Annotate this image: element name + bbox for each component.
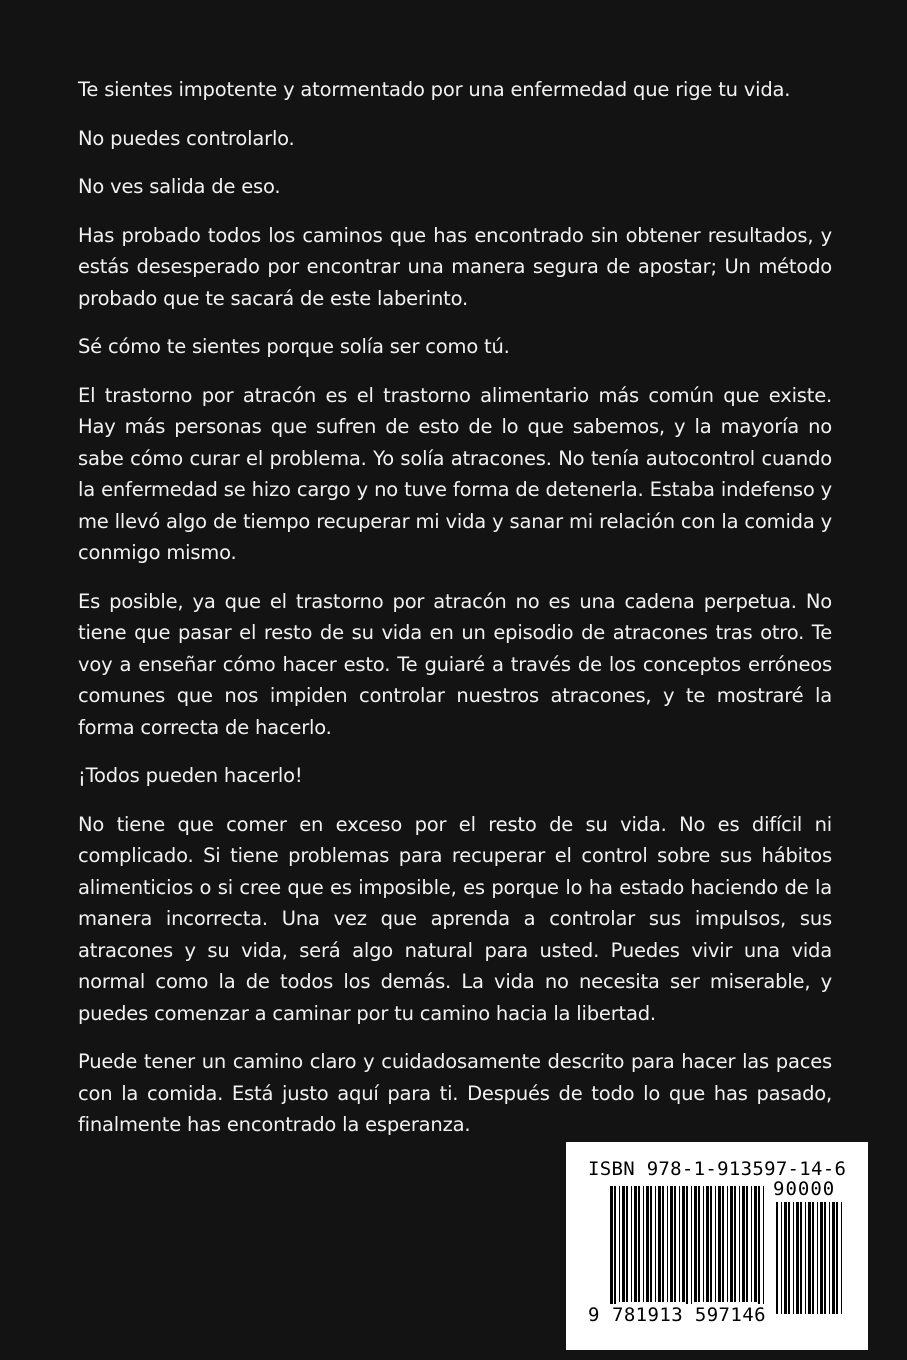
- barcode-bar: [758, 1186, 760, 1316]
- barcode-bar: [658, 1186, 661, 1302]
- barcode-bar: [746, 1186, 748, 1302]
- barcode-bar: [751, 1186, 752, 1302]
- barcode-label: [566, 1142, 868, 1350]
- barcode-bar: [694, 1186, 697, 1302]
- ean-barcode-bars: [610, 1186, 770, 1316]
- barcode-bar: [710, 1186, 712, 1302]
- barcode-bar: [722, 1186, 724, 1302]
- barcode-bar: [817, 1202, 818, 1314]
- barcode-bar: [796, 1202, 799, 1314]
- barcode-bar: [793, 1202, 794, 1314]
- isbn-number: ISBN 978-1-913597-14-6: [588, 1158, 847, 1180]
- barcode-bar: [703, 1186, 704, 1302]
- ean-first-digit: 9: [588, 1304, 600, 1326]
- blurb-paragraph: No puedes controlarlo.: [78, 126, 295, 150]
- barcode-bar: [679, 1186, 680, 1302]
- blurb-paragraph: Puede tener un camino claro y cuidadosamente descrito para hacer las paces con la comida. Está justo aquí para ti. Después de todo lo que has pasado, finalmente has encontrado la esperanza.: [78, 1050, 832, 1136]
- barcode-bar: [718, 1186, 721, 1302]
- barcode-bar: [734, 1186, 736, 1302]
- barcode-bar: [742, 1186, 745, 1302]
- barcode-bar: [715, 1186, 716, 1302]
- barcode-bar: [674, 1186, 676, 1302]
- barcode-bar: [655, 1186, 656, 1302]
- barcode-bar: [686, 1186, 688, 1316]
- barcode-bar: [788, 1202, 790, 1314]
- blurb-paragraph: Sé cómo te sientes porque solía ser como tú.: [78, 335, 510, 358]
- barcode-bar: [841, 1202, 842, 1314]
- addon-barcode-bars: [776, 1202, 846, 1314]
- barcode-bar: [754, 1186, 757, 1302]
- barcode-bar: [832, 1202, 835, 1314]
- barcode-bar: [706, 1186, 709, 1302]
- barcode-bar: [610, 1186, 613, 1316]
- barcode-bar: [643, 1186, 644, 1302]
- barcode-bar: [646, 1186, 649, 1302]
- barcode-bar: [808, 1202, 811, 1314]
- barcode-bar: [619, 1186, 620, 1302]
- barcode-bar: [784, 1202, 787, 1314]
- barcode-bar: [805, 1202, 806, 1314]
- blurb-paragraph: El trastorno por atracón es el trastorno alimentario más común que existe. Hay más personas que sufren de esto de lo que sabemos, y la mayoría no sabe cómo curar el problema. Yo solía atracones. No tenía autocontrol cuando la enfermedad se hizo cargo y no tuve forma de detenerla. Estaba indefenso y me llevó algo de tiempo recuperar mi vida y sanar mi relación con la comida y conmigo mismo.: [78, 383, 832, 564]
- barcode-bar: [691, 1186, 692, 1316]
- barcode-bar: [670, 1186, 673, 1302]
- barcode-bar: [626, 1186, 628, 1302]
- blurb-paragraph: ¡Todos pueden hacerlo!: [78, 764, 303, 787]
- barcode-bar: [800, 1202, 802, 1314]
- barcode-bar: [614, 1186, 616, 1316]
- barcode-bar: [727, 1186, 728, 1302]
- barcode-bar: [829, 1202, 830, 1314]
- ean-digits: 781913 597146: [612, 1304, 766, 1326]
- barcode-bar: [650, 1186, 652, 1302]
- barcode-bar: [836, 1202, 838, 1314]
- blurb-paragraph: No tiene que comer en exceso por el resto de su vida. No es difícil ni complicado. Si tiene problemas para recuperar el control sobre sus hábitos alimenticios o si cree que es imposible, es porque lo ha estado haciendo de la manera incorrecta. Una vez que aprenda a controlar sus impulsos, sus atracones y su vida, será algo natural para usted. Puedes vivir una vida normal como la de todos los demás. La vida no necesita ser miserable, y puedes comenzar a caminar por tu camino hacia la libertad.: [78, 812, 832, 1025]
- barcode-bar: [812, 1202, 814, 1314]
- barcode-bar: [638, 1186, 640, 1302]
- barcode-bar: [667, 1186, 668, 1302]
- barcode-bar: [730, 1186, 733, 1302]
- blurb-paragraph: Has probado todos los caminos que has encontrado sin obtener resultados, y estás desesperado por encontrar una manera segura de apostar; Un método probado que te sacará de este laberinto.: [78, 223, 832, 310]
- barcode-bar: [682, 1186, 685, 1302]
- blurb-paragraph: Te sientes impotente y atormentado por una enfermedad que rige tu vida.: [78, 78, 791, 101]
- barcode-bar: [781, 1202, 782, 1314]
- barcode-bar: [820, 1202, 823, 1314]
- barcode-bar: [622, 1186, 625, 1302]
- barcode-bar: [634, 1186, 637, 1302]
- blurb-text: [78, 74, 832, 1158]
- barcode-bar: [698, 1186, 700, 1302]
- addon-price-code: 90000: [773, 1178, 836, 1200]
- blurb-paragraph: Es posible, ya que el trastorno por atracón no es una cadena perpetua. No tiene que pasar el resto de su vida en un episodio de atracones tras otro. Te voy a enseñar cómo hacer esto. Te guiaré a través de los conceptos erróneos comunes que nos impiden controlar nuestros atracones, y te mostraré la forma correcta de hacerlo.: [78, 589, 832, 739]
- barcode-bar: [763, 1186, 764, 1316]
- blurb-paragraph: No ves salida de eso.: [78, 175, 281, 198]
- barcode-bar: [662, 1186, 664, 1302]
- barcode-bar: [631, 1186, 632, 1302]
- barcode-bar: [824, 1202, 826, 1314]
- barcode-bar: [776, 1202, 778, 1314]
- barcode-bar: [739, 1186, 740, 1302]
